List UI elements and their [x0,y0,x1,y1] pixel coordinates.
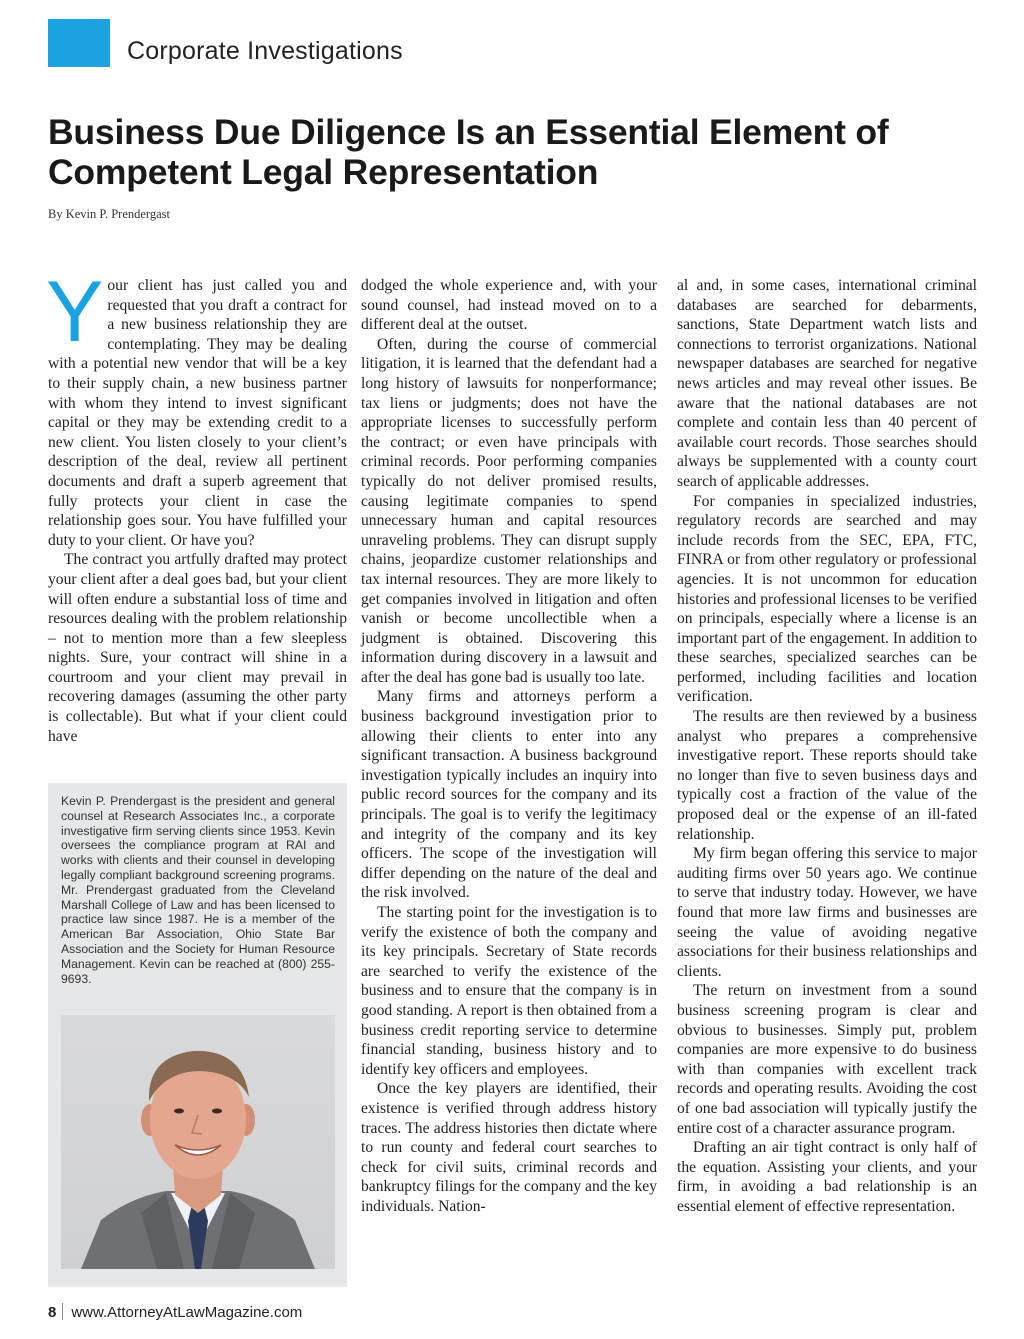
page-number: 8 [48,1304,57,1321]
paragraph: Drafting an air tight contract is only half of the equation. Assisting your clients, and your firm, in avoiding a bad relationship is an essential element of effective representation. [677,1139,977,1215]
footer-divider [62,1303,63,1320]
article-column-2 [361,276,657,1217]
author-bio-box [48,783,347,1287]
paragraph: For companies in specialized industries, regulatory records are searched and may include records from the SEC, EPA, FTC, FINRA or from other regulatory or professional agencies. It is not uncommon for education histories and professional licenses to be verified on principals, especially where a license is an important part of the engagement. In addition to these searches, specialized searches can be performed, including facilities and location verification. [677,492,977,706]
paragraph: Once the key players are identified, their existence is verified through address history traces. The address histories then dictate where to run county and federal court searches to check for civil suits, criminal records and bankruptcy filings for the company and the key individuals. Nation- [361,1080,657,1215]
article-column-3 [677,276,977,1217]
paragraph: al and, in some cases, international criminal databases are searched for debarments, sanctions, State Department watch lists and connections to terrorist organizations. National newspaper databases are searched for negative news articles and may reveal other issues. Be aware that the national databases are not complete and contain less than 40 percent of available court records. Those searches should always be supplemented with a county court search of applicable addresses. [677,277,977,490]
section-label: Corporate Investigations [127,37,403,65]
paragraph: The results are then reviewed by a business analyst who prepares a comprehensive investigative report. These reports should take no longer than five to seven business days and typically cost a fraction of the value of the proposed deal or the expense of an ill-fated relationship. [677,708,977,843]
paragraph: Often, during the course of commercial litigation, it is learned that the defendant had a long history of lawsuits for nonperformance; tax liens or judgments; does not have the appropriate licenses to successfully perform the contract; or even have principals with criminal records. Poor performing companies typically do not deliver promised results, causing legitimate companies to spend unnecessary human and capital resources unraveling problems. They can disrupt supply chains, jeopardize customer relationships and tax internal resources. They are more likely to get companies involved in litigation and often vanish or become uncollectible when a judgment is obtained. Discovering this information during discovery in a lawsuit and after the deal has gone bad is usually too late. [361,335,657,686]
article-column-1 [46,264,347,746]
paragraph [46,264,347,550]
paragraph: The starting point for the investigation is to verify the existence of both the company and its key principals. Secretary of State records are searched to verify the existence of the business and to ensure that the company is in good standing. A report is then obtained from a business credit reporting service to determine financial standing, business history and to identify key officers and employees. [361,904,657,1078]
website-link[interactable]: www.AttorneyAtLawMagazine.com [71,1304,303,1321]
paragraph-text: our client has just called you and requested that you draft a contract for a new business relationship they are contemplating. They may be dealing with a potential new vendor that will be a key to their supply chain, a new business partner with whom they intend to invest significant capital or they may be extending credit to a new client. You listen closely to your client’s description of the deal, review all pertinent documents and draft a superb agreement that fully protects your client in case the relationship goes sour. You have fulfilled your duty to your client. Or have you? [48,277,347,549]
paragraph: Many firms and attorneys perform a business background investigation prior to allowing their clients to enter into any significant transaction. A business background investigation typically includes an inquiry into public record sources for the company and its principals. The goal is to verify the legitimacy and integrity of the company and its key officers. The scope of the investigation will differ depending on the nature of the deal and the risk involved. [361,688,657,902]
page-footer [48,1303,302,1321]
paragraph: dodged the whole experience and, with your sound counsel, had instead moved on to a different deal at the outset. [361,277,657,334]
byline: By Kevin P. Prendergast [48,207,170,221]
paragraph: The return on investment from a sound business screening program is clear and obvious to businesses. Simply put, problem companies are more expensive to do business with than companies with excellent track records and operating results. Avoiding the cost of one bad association will typically justify the entire cost of a character assurance program. [677,982,977,1137]
paragraph: My firm began offering this service to major auditing firms over 50 years ago. We continue to serve that industry today. However, we have found that more law firms and businesses are seeing the value of avoiding negative associations for their business relationships and clients. [677,845,977,980]
drop-cap: Y [46,264,104,360]
article-title: Business Due Diligence Is an Essential Element of Competent Legal Representation [48,112,889,192]
author-portrait [61,1015,335,1269]
section-accent-block [48,19,110,67]
author-portrait-image [61,1015,335,1269]
paragraph: The contract you artfully drafted may protect your client after a deal goes bad, but your client will often endure a substantial loss of time and resources dealing with the problem relationship – not to mention more than a few sleepless nights. Sure, your contract will shine in a courtroom and your client may prevail in recovering damages (assuming the other party is collectable). But what if your client could have [48,551,347,745]
author-bio: Kevin P. Prendergast is the president and general counsel at Research Associates Inc., a corporate investigative firm serving clients since 1953. Kevin oversees the compliance program at RAI and works with clients and their counsel in developing legally compliant background screening programs. Mr. Prendergast graduated from the Cleveland Marshall College of Law and has been licensed to practice law since 1987. He is a member of the American Bar Association, Ohio State Bar Association and the Society for Human Resource Management. Kevin can be reached at (800) 255-9693. [61,794,335,986]
